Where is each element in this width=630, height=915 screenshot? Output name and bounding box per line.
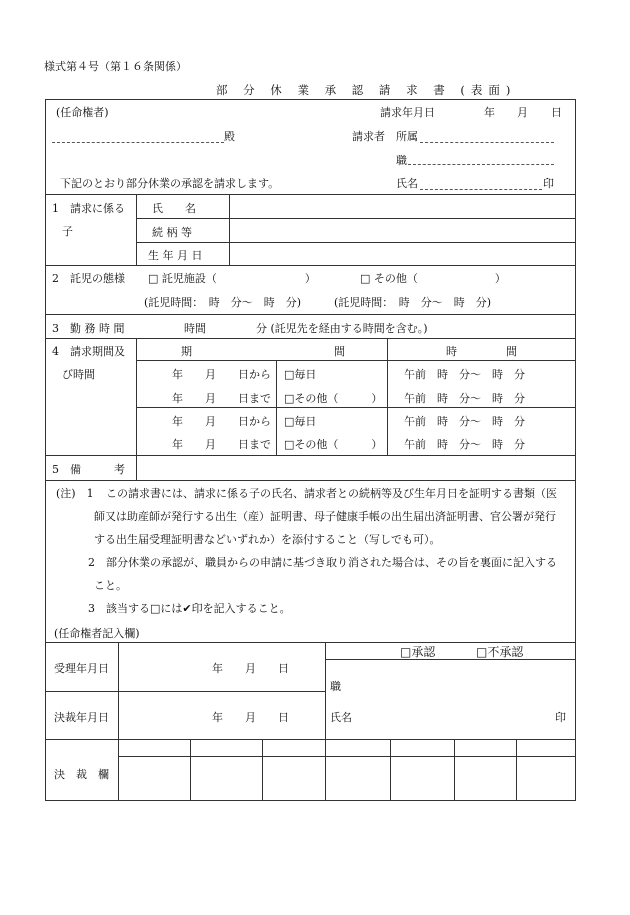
decided-date-label: 決裁年月日 [54, 711, 109, 724]
note-2-line-1: 部分休業の承認が、職員からの申請に基づき取り消された場合は、その旨を裏面に記入する [106, 556, 557, 569]
name-field[interactable] [420, 189, 542, 190]
position-field[interactable] [408, 164, 554, 165]
period-row-4-option[interactable]: □その他（ ） [284, 438, 383, 451]
received-date-label: 受理年月日 [54, 662, 109, 675]
period-header-1: 期 [181, 345, 192, 358]
child-label: 1 請求に係る [52, 202, 125, 215]
approver-name-label: 氏名 [330, 711, 352, 724]
remarks-label: 5 備 考 [52, 463, 125, 476]
period-header-2: 間 [334, 345, 345, 358]
child-name-label: 氏 名 [152, 202, 196, 215]
time-header-2: 間 [506, 345, 517, 358]
received-date-field[interactable]: 年 月 日 [212, 662, 289, 675]
affiliation-field[interactable] [420, 142, 554, 143]
child-label-2: 子 [62, 225, 73, 238]
period-row-4-time[interactable]: 午前 時 分〜 時 分 [404, 438, 525, 451]
page-title: 部 分 休 業 承 認 請 求 書 (表面) [216, 83, 517, 97]
care-time-2[interactable]: (託児時間： 時 分〜 時 分) [334, 296, 492, 309]
period-label: 4 請求期間及 [52, 345, 125, 358]
addressee-line[interactable] [52, 142, 224, 143]
time-header-1: 時 [446, 345, 457, 358]
request-month: 月 [517, 106, 528, 119]
work-minutes[interactable]: 分 (託児先を経由する時間を含む。) [256, 322, 428, 335]
request-year: 年 [484, 106, 495, 119]
name-label: 氏名 [396, 177, 418, 190]
period-row-1-date[interactable]: 年 月 日から [172, 368, 271, 381]
child-relation-label: 続 柄 等 [152, 226, 192, 239]
intro-text: 下記のとおり部分休業の承認を請求します。 [60, 177, 280, 190]
period-row-2-time[interactable]: 午前 時 分〜 時 分 [404, 392, 525, 405]
work-hours[interactable]: 時間 [184, 322, 206, 335]
form-number: 様式第４号（第１６条関係） [44, 60, 187, 73]
note-2-line-2: こと。 [94, 579, 127, 592]
period-row-3-date[interactable]: 年 月 日から [172, 415, 271, 428]
note-1-head: (注) 1 [56, 487, 94, 500]
seal-mark: 印 [543, 177, 554, 190]
approver-seal: 印 [555, 711, 566, 724]
care-facility-checkbox[interactable]: □ 託児施設（ ） [148, 272, 316, 285]
approve-checkbox[interactable]: □承認 [400, 645, 436, 659]
note-1-line-3: する出生届受理証明書などいずれか）を添付すること（写しでも可）。 [94, 533, 441, 546]
care-other-checkbox[interactable]: □ その他（ ） [360, 272, 506, 285]
period-row-4-date[interactable]: 年 月 日まで [172, 438, 271, 451]
decided-date-field[interactable]: 年 月 日 [212, 711, 289, 724]
note-1-line-1: この請求書には、請求に係る子の氏名、請求者との続柄等及び生年月日を証明する書類（医 [106, 487, 557, 500]
approver-position-label: 職 [330, 680, 341, 693]
note-2-head: 2 [88, 556, 95, 569]
period-label-2: び時間 [62, 368, 95, 381]
appointer-label: (任命権者) [56, 106, 109, 119]
period-row-3-option[interactable]: □毎日 [284, 415, 317, 428]
note-3-line-1: 該当する□には✔印を記入すること。 [106, 602, 291, 615]
appointer-section-label: (任命権者記入欄) [54, 627, 140, 640]
period-row-3-time[interactable]: 午前 時 分〜 時 分 [404, 415, 525, 428]
work-label: 3 勤 務 時 間 [52, 322, 125, 335]
child-birth-label: 生 年 月 日 [148, 249, 203, 262]
approval-column-label: 決 裁 欄 [54, 768, 109, 781]
affiliation-label: 所属 [396, 130, 418, 143]
care-label: 2 託児の態様 [52, 272, 125, 285]
period-row-1-option[interactable]: □毎日 [284, 368, 317, 381]
disapprove-checkbox[interactable]: □不承認 [476, 645, 524, 659]
request-day: 日 [551, 106, 562, 119]
requester-label: 請求者 [352, 130, 385, 143]
period-row-2-date[interactable]: 年 月 日まで [172, 392, 271, 405]
period-row-2-option[interactable]: □その他（ ） [284, 392, 383, 405]
request-date-label: 請求年月日 [380, 106, 435, 119]
honorific: 殿 [224, 130, 235, 143]
note-3-head: 3 [88, 602, 95, 615]
period-row-1-time[interactable]: 午前 時 分〜 時 分 [404, 368, 525, 381]
care-time-1[interactable]: (託児時間： 時 分〜 時 分) [144, 296, 302, 309]
position-label: 職 [396, 154, 407, 167]
note-1-line-2: 師又は助産師が発行する出生（産）証明書、母子健康手帳の出生届出済証明書、官公署が発行 [94, 510, 556, 523]
